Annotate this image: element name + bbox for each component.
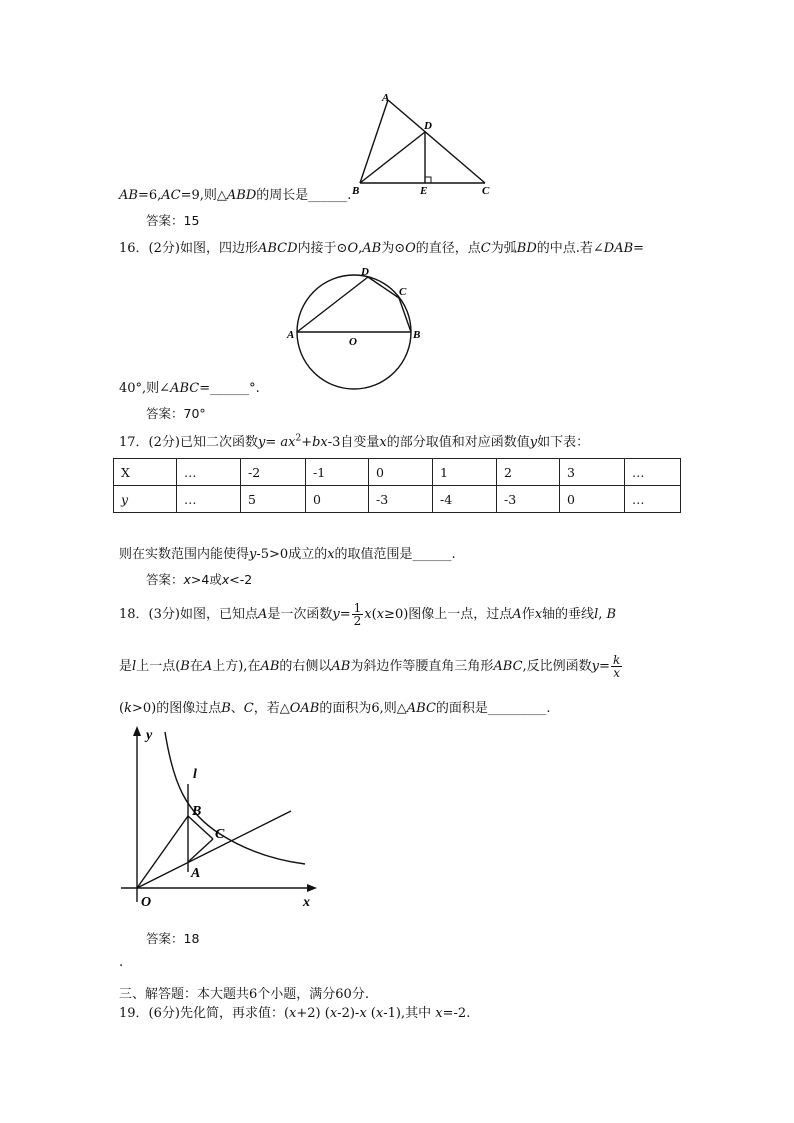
table-cell: -1 — [306, 459, 369, 486]
table-cell: 0 — [560, 486, 625, 513]
q17-follow-text: 则在实数范围内能使得y-5>0成立的x的取值范围是______. — [119, 547, 456, 562]
stray-dot: . — [119, 955, 124, 970]
inverse-function-curve — [165, 732, 305, 864]
table-cell: … — [625, 486, 681, 513]
chord-dc — [368, 277, 399, 298]
label-a: A — [382, 92, 390, 104]
q18-graph-figure — [115, 722, 325, 912]
label-c: C — [482, 185, 490, 197]
label-o: O — [141, 895, 152, 910]
right-angle-mark — [425, 177, 431, 183]
q16-text: 16．(2分)如图，四边形ABCD内接于⊙O,AB为⊙O的直径，点C为弧BD的中点.若∠DAB= — [119, 241, 645, 256]
label-c: C — [215, 827, 225, 842]
label-b: B — [413, 329, 421, 341]
table-cell: 5 — [241, 486, 306, 513]
table-cell: -3 — [369, 486, 433, 513]
q18-text-line1: 18．(3分)如图，已知点A是一次函数y= $\frac{1}{2}$ x(x≥0)图像上一点，过点A作x轴的垂线l, B — [119, 601, 617, 628]
section-three-heading: 三、解答题：本大题共6个小题，满分60分. — [119, 987, 369, 1002]
q17-answer: 答案：x>4或x<-2 — [146, 572, 253, 587]
q19-text: 19．(6分)先化简，再求值：(x+2) (x-2)-x (x-1),其中 x=-2. — [119, 1006, 471, 1021]
fraction-one-half: $\frac{1}{2}$ — [353, 601, 362, 628]
label-d: D — [361, 266, 369, 278]
table-cell: … — [177, 486, 241, 513]
label-c: C — [399, 286, 407, 298]
q17-text: 17．(2分)已知二次函数$y= ax^2+bx-3$自变量x的部分取值和对应函数值y如下表： — [119, 433, 590, 450]
linear-function-line — [137, 811, 291, 888]
table-cell: -4 — [433, 486, 497, 513]
table-cell: 3 — [560, 459, 625, 486]
table-cell: X — [114, 459, 177, 486]
table-cell: 0 — [369, 459, 433, 486]
table-cell: y — [114, 486, 177, 513]
table-cell: … — [177, 459, 241, 486]
q16-text-line2: 40°,则∠ABC=______°. — [119, 381, 260, 396]
q16-answer: 答案：70° — [146, 406, 206, 421]
side-ac — [388, 100, 485, 183]
label-a: A — [287, 329, 295, 341]
segment-ob — [137, 816, 188, 888]
label-l: l — [193, 767, 197, 782]
q15-text: AB=6,AC=9,则△ABD的周长是______. — [119, 188, 352, 203]
table-row-x — [114, 459, 681, 486]
label-b: B — [352, 185, 360, 197]
table-cell: 0 — [306, 486, 369, 513]
label-b: B — [192, 804, 202, 819]
label-o: O — [349, 336, 357, 348]
q18-text-line3: (k>0)的图像过点B、C，若△OAB的面积为6,则△ABC的面积是_________. — [119, 701, 551, 716]
y-axis-arrow-icon — [133, 726, 141, 736]
segment-bd — [360, 132, 425, 183]
table-cell: 1 — [433, 459, 497, 486]
q18-answer: 答案：18 — [146, 931, 200, 946]
q15-answer: 答案：15 — [146, 213, 200, 228]
chord-ad — [297, 277, 368, 332]
label-x: x — [303, 895, 310, 910]
label-y: y — [146, 728, 153, 743]
q18-text-line2: 是l上一点(B在A上方),在AB的右侧以AB为斜边作等腰直角三角形ABC,反比例函数y= $\frac{k}{x}$ — [119, 653, 621, 680]
label-a: A — [191, 866, 201, 881]
table-row-y — [114, 486, 681, 513]
x-axis-arrow-icon — [307, 884, 317, 892]
chord-cb — [399, 298, 411, 332]
label-e: E — [420, 185, 428, 197]
table-cell: … — [625, 459, 681, 486]
q16-circle-figure — [282, 260, 432, 395]
table-cell: -3 — [497, 486, 560, 513]
q17-value-table — [113, 458, 681, 513]
segment-ac — [188, 839, 213, 862]
q15-triangle-figure — [340, 88, 510, 198]
table-cell: 2 — [497, 459, 560, 486]
table-cell: -2 — [241, 459, 306, 486]
fraction-k-over-x: $\frac{k}{x}$ — [612, 653, 621, 680]
side-ab — [360, 100, 388, 183]
label-d: D — [424, 120, 432, 132]
